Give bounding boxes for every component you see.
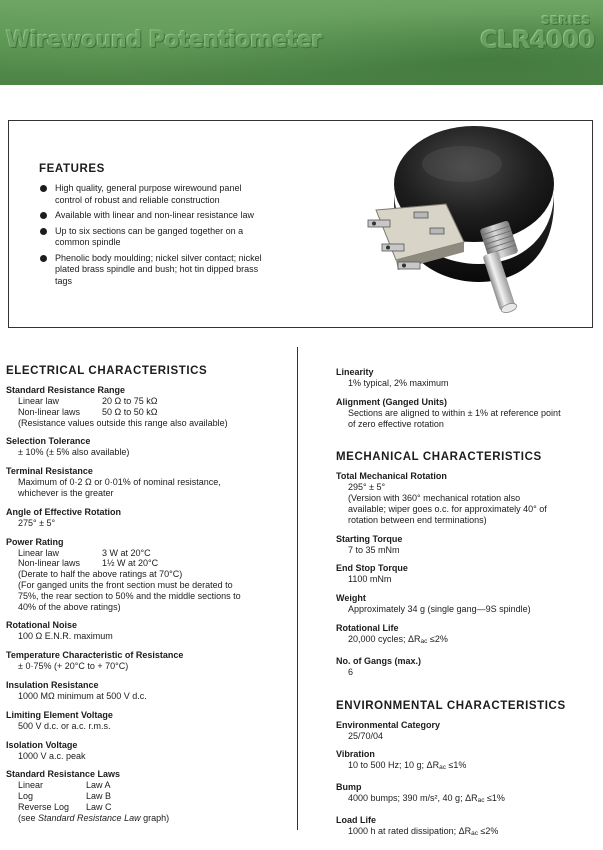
list-item: Available with linear and non-linear resistance law bbox=[39, 210, 269, 222]
list-item: Phenolic body moulding; nickel silver contact; nickel plated brass spindle and bush; hot tin dipped brass tags bbox=[39, 253, 269, 288]
spec-title: Terminal Resistance bbox=[6, 466, 93, 477]
features-box bbox=[8, 120, 593, 328]
spec-entry: Rotational Life 20,000 cycles; ΔRac ≤2% bbox=[336, 623, 598, 648]
spec-entry: Selection Tolerance ± 10% (± 5% also available) bbox=[6, 436, 291, 458]
spec-title: Power Rating bbox=[6, 536, 64, 547]
spec-title: Total Mechanical Rotation bbox=[336, 471, 447, 482]
spec-entry: End Stop Torque 1100 mNm bbox=[336, 563, 598, 585]
spec-title: Limiting Element Voltage bbox=[6, 709, 113, 720]
spec-entry: Vibration 10 to 500 Hz; 10 g; ΔRac ≤1% bbox=[336, 749, 598, 774]
electrical-characteristics bbox=[6, 365, 291, 832]
spec-title: Weight bbox=[336, 593, 366, 604]
spec-entry: Limiting Element Voltage 500 V d.c. or a.c. r.m.s. bbox=[6, 710, 291, 732]
spec-entry: Total Mechanical Rotation 295° ± 5° (Version with 360° mechanical rotation also available; wiper goes o.c. for approximately 40° of rotation between end terminations) bbox=[336, 471, 598, 525]
spec-title: Selection Tolerance bbox=[6, 436, 91, 447]
list-item: High quality, general purpose wirewound panel control of robust and reliable construction bbox=[39, 183, 269, 206]
bullet-icon bbox=[40, 185, 47, 192]
bullet-icon bbox=[40, 255, 47, 262]
section-heading: ELECTRICAL CHARACTERISTICS bbox=[6, 365, 208, 377]
page-title: Wirewound Potentiometer bbox=[6, 28, 322, 53]
spec-title: Rotational Life bbox=[336, 622, 399, 633]
spec-entry: Isolation Voltage 1000 V a.c. peak bbox=[6, 740, 291, 762]
bullet-icon bbox=[40, 228, 47, 235]
spec-title: Load Life bbox=[336, 814, 376, 825]
spec-title: Standard Resistance Laws bbox=[6, 769, 121, 780]
spec-title: Environmental Category bbox=[336, 719, 441, 730]
spec-title: Linearity bbox=[336, 367, 374, 377]
spec-title: Starting Torque bbox=[336, 533, 403, 544]
spec-title: Vibration bbox=[336, 749, 375, 760]
list-item: Up to six sections can be ganged together on a common spindle bbox=[39, 226, 269, 249]
spec-title: Temperature Characteristic of Resistance bbox=[6, 650, 184, 661]
spec-entry: Rotational Noise 100 Ω E.N.R. maximum bbox=[6, 620, 291, 642]
spec-entry: Temperature Characteristic of Resistance ± 0·75% (+ 20°C to + 70°C) bbox=[6, 650, 291, 672]
spec-entry: Standard Resistance Laws Linear Law A Log Law B Reverse Log Law C (see Standard Resistance Law graph) bbox=[6, 769, 291, 823]
spec-entry: Load Life 1000 h at rated dissipation; ΔRac ≤2% bbox=[336, 815, 598, 840]
section-heading: MECHANICAL CHARACTERISTICS bbox=[336, 451, 542, 464]
spec-entry: Insulation Resistance 1000 MΩ minimum at 500 V d.c. bbox=[6, 680, 291, 702]
section-heading: ENVIRONMENTAL CHARACTERISTICS bbox=[336, 699, 566, 712]
spec-title: Rotational Noise bbox=[6, 620, 78, 631]
features-list bbox=[39, 183, 269, 291]
spec-title: No. of Gangs (max.) bbox=[336, 655, 422, 666]
right-column bbox=[336, 367, 598, 848]
spec-entry: Bump 4000 bumps; 390 m/s², 40 g; ΔRac ≤1% bbox=[336, 782, 598, 807]
spec-entry: No. of Gangs (max.) 6 bbox=[336, 656, 598, 678]
header-banner bbox=[0, 0, 603, 85]
spec-entry: Angle of Effective Rotation 275° ± 5° bbox=[6, 507, 291, 529]
spec-title: End Stop Torque bbox=[336, 563, 408, 574]
spec-entry: Weight Approximately 34 g (single gang—9S spindle) bbox=[336, 593, 598, 615]
column-divider bbox=[297, 347, 298, 830]
spec-title: Isolation Voltage bbox=[6, 739, 78, 750]
features-heading: FEATURES bbox=[39, 163, 105, 175]
spec-title: Standard Resistance Range bbox=[6, 385, 126, 395]
model-label: CLR4000 bbox=[480, 26, 595, 54]
potentiometer-photo bbox=[354, 124, 564, 324]
spec-title: Insulation Resistance bbox=[6, 679, 99, 690]
spec-entry: Power Rating Linear law 3 W at 20°C Non-linear laws 1½ W at 20°C (Derate to half the above ratings at 70°C) (For ganged units the front section must be derated to 75%, the rear section to 50% and the middle sections to 40% of the above ratings) bbox=[6, 537, 291, 613]
spec-entry: Linearity 1% typical, 2% maximum bbox=[336, 367, 598, 389]
spec-entry: Alignment (Ganged Units) Sections are aligned to within ± 1% at reference point of zero effective rotation bbox=[336, 397, 598, 430]
spec-entry: Terminal Resistance Maximum of 0·2 Ω or 0·01% of nominal resistance, whichever is the greater bbox=[6, 466, 291, 499]
series-label: SERIES bbox=[541, 14, 591, 27]
bullet-icon bbox=[40, 212, 47, 219]
spec-title: Bump bbox=[336, 782, 362, 793]
spec-entry: Starting Torque 7 to 35 mNm bbox=[336, 534, 598, 556]
spec-entry: Standard Resistance Range Linear law 20 Ω to 75 kΩ Non-linear laws 50 Ω to 50 kΩ (Resistance values outside this range also available) bbox=[6, 385, 291, 428]
spec-title: Angle of Effective Rotation bbox=[6, 506, 122, 517]
spec-title: Alignment (Ganged Units) bbox=[336, 396, 447, 407]
spec-entry: Environmental Category 25/70/04 bbox=[336, 720, 598, 742]
